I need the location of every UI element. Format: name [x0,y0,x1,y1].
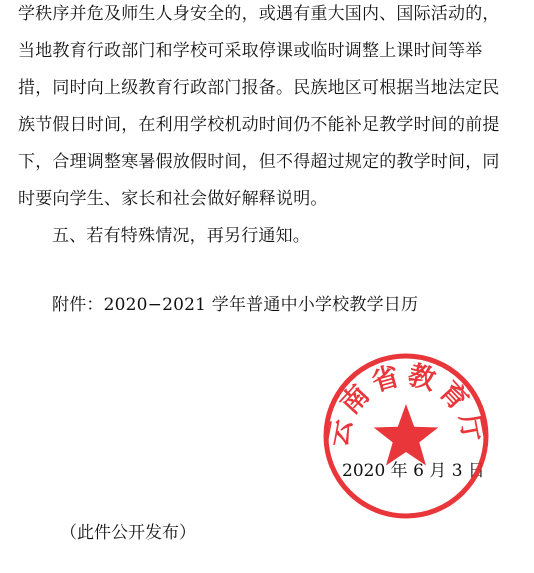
seal-text: 云南省教育厅 [322,359,490,450]
public-release-note: （此件公开发布） [60,523,196,543]
attachment-line: 附件：2020−2021 学年普通中小学校教学日历 [52,295,419,315]
body-line-3: 措，同时向上级教育行政部门报备。民族地区可根据当地法定民 [18,78,500,98]
body-line-6: 时要向学生、家长和社会做好解释说明。 [18,189,328,209]
section-five-line: 五、若有特殊情况，再另行通知。 [52,226,310,246]
official-seal [322,352,490,520]
body-line-5: 下，合理调整寒暑假放假时间，但不得超过规定的教学时间，同 [18,152,500,172]
issue-date: 2020 年 6 月 3 日 [342,461,485,481]
star-icon [374,404,439,466]
body-line-4: 族节假日时间，在利用学校机动时间仍不能补足教学时间的前提 [18,115,500,135]
body-line-2: 当地教育行政部门和学校可采取停课或临时调整上课时间等举 [18,41,483,61]
body-line-1: 学秩序并危及师生人身安全的，或遇有重大国内、国际活动的， [18,4,500,24]
